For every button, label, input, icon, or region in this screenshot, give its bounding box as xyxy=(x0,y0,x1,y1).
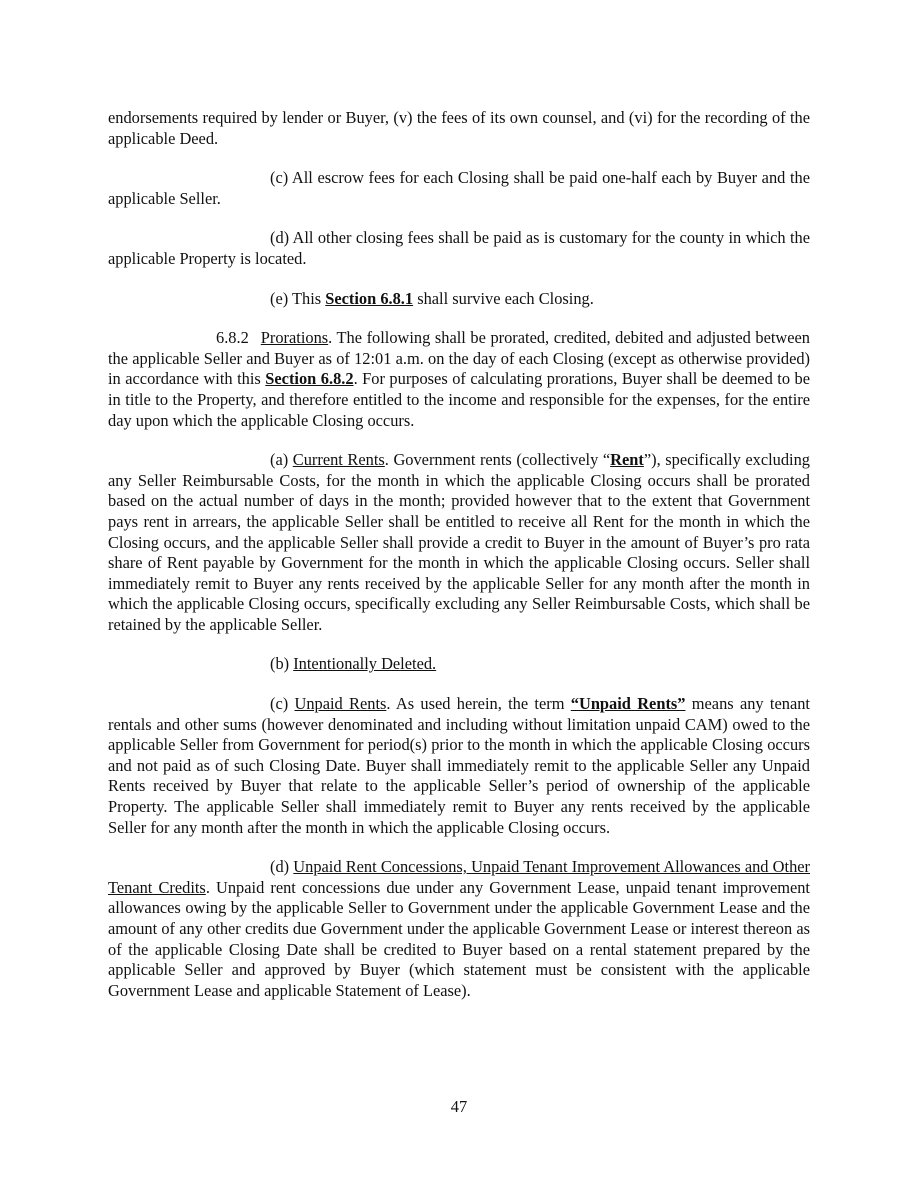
defined-term: Rent xyxy=(610,450,644,470)
paragraph-other-closing-fees: (d) All other closing fees shall be paid as is customary for the county in which the applicable Property is located. xyxy=(108,228,810,268)
item-marker: (d) xyxy=(270,857,294,877)
survival-text-a: (e) This xyxy=(270,288,326,308)
unpaid-rents-text-b: means any tenant rentals and other sums (however denominated and including without limitation unpaid CAM) owed to the applicable Seller from Government for period(s) prior to the month in which the applicable Closing occurs and not paid as of such Closing Date. Buyer shall immediately remit to the applicable Seller any Unpaid Rents received by Buyer that relate to the applicable Seller’s period of ownership of the applicable Property. The applicable Seller shall immediately remit to Buyer any rents received by the applicable Seller for any month after the month in which the applicable Closing occurs. xyxy=(108,694,810,837)
item-heading: Intentionally Deleted. xyxy=(293,654,437,674)
survival-text-b: shall survive each Closing. xyxy=(413,288,594,308)
paragraph-current-rents xyxy=(108,450,810,635)
page-number: 47 xyxy=(450,1097,468,1116)
current-rents-text-a: . Government rents (collectively “ xyxy=(384,450,611,470)
current-rents-text-b: ”), specifically excluding any Seller Reimbursable Costs, for the month in which the applicable Closing occurs shall be prorated based on the actual number of days in the month; provided however that to the extent that Government pays rent in arrears, the applicable Seller shall be entitled to receive all Rent for the month in which the Closing occurs, and the applicable Seller shall provide a credit to Buyer in the amount of Buyer’s pro rata share of Rent payable by Government for the month in which the applicable Closing occurs. Seller shall immediately remit to Buyer any rents received by the applicable Seller for any month after the month in which the applicable Closing occurs, specifically excluding any Seller Reimbursable Costs, which shall be retained by the applicable Seller. xyxy=(108,450,811,634)
item-marker: (b) xyxy=(270,654,294,674)
item-marker: (c) xyxy=(270,694,295,714)
unpaid-rents-text-a: . As used herein, the term xyxy=(386,694,571,714)
item-heading: Unpaid Rent Concessions, Unpaid Tenant Improvement Allowances and Other Tenant Credits xyxy=(108,857,810,897)
paragraph-intentionally-deleted xyxy=(108,654,810,675)
prorations-text-a: . The following shall be prorated, credited, debited and adjusted between the applicable Seller and Buyer as of 12:01 a.m. on the day of each Closing (except as otherwise provided) in accordance with this xyxy=(108,328,810,389)
section-reference: Section 6.8.1 xyxy=(325,288,414,308)
prorations-text-b: . For purposes of calculating prorations, Buyer shall be deemed to be in title to the Property, and therefore entitled to the income and responsible for the expenses, for the entire day upon which the applicable Closing occurs. xyxy=(108,369,811,430)
item-heading: Unpaid Rents xyxy=(294,694,387,714)
paragraph-survival xyxy=(108,289,810,310)
paragraph-unpaid-concessions xyxy=(108,857,810,1001)
defined-term: “Unpaid Rents” xyxy=(570,694,686,714)
unpaid-concessions-text: . Unpaid rent concessions due under any Government Lease, unpaid tenant improvement allowances owing by the applicable Seller to Government under the applicable Government Lease and the amount of any other credits due Government under the applicable Government Lease or interest thereon as of the applicable Closing Date shall be credited to Buyer based on a rental statement prepared by the applicable Seller and approved by Buyer (which statement must be consistent with the applicable Government Lease and applicable Statement of Lease). xyxy=(108,877,810,1000)
page-body xyxy=(108,108,810,1020)
section-reference: Section 6.8.2 xyxy=(265,369,354,389)
paragraph-prorations xyxy=(108,328,810,431)
paragraph-escrow-fees: (c) All escrow fees for each Closing shall be paid one-half each by Buyer and the applicable Seller. xyxy=(108,168,810,208)
section-number: 6.8.2 xyxy=(216,328,249,348)
paragraph-unpaid-rents xyxy=(108,694,810,838)
section-heading: Prorations xyxy=(260,328,329,348)
item-marker: (a) xyxy=(270,450,293,470)
paragraph-closing-costs-continued: endorsements required by lender or Buyer, (v) the fees of its own counsel, and (vi) for the recording of the applicable Deed. xyxy=(108,108,810,148)
item-heading: Current Rents xyxy=(292,450,385,470)
